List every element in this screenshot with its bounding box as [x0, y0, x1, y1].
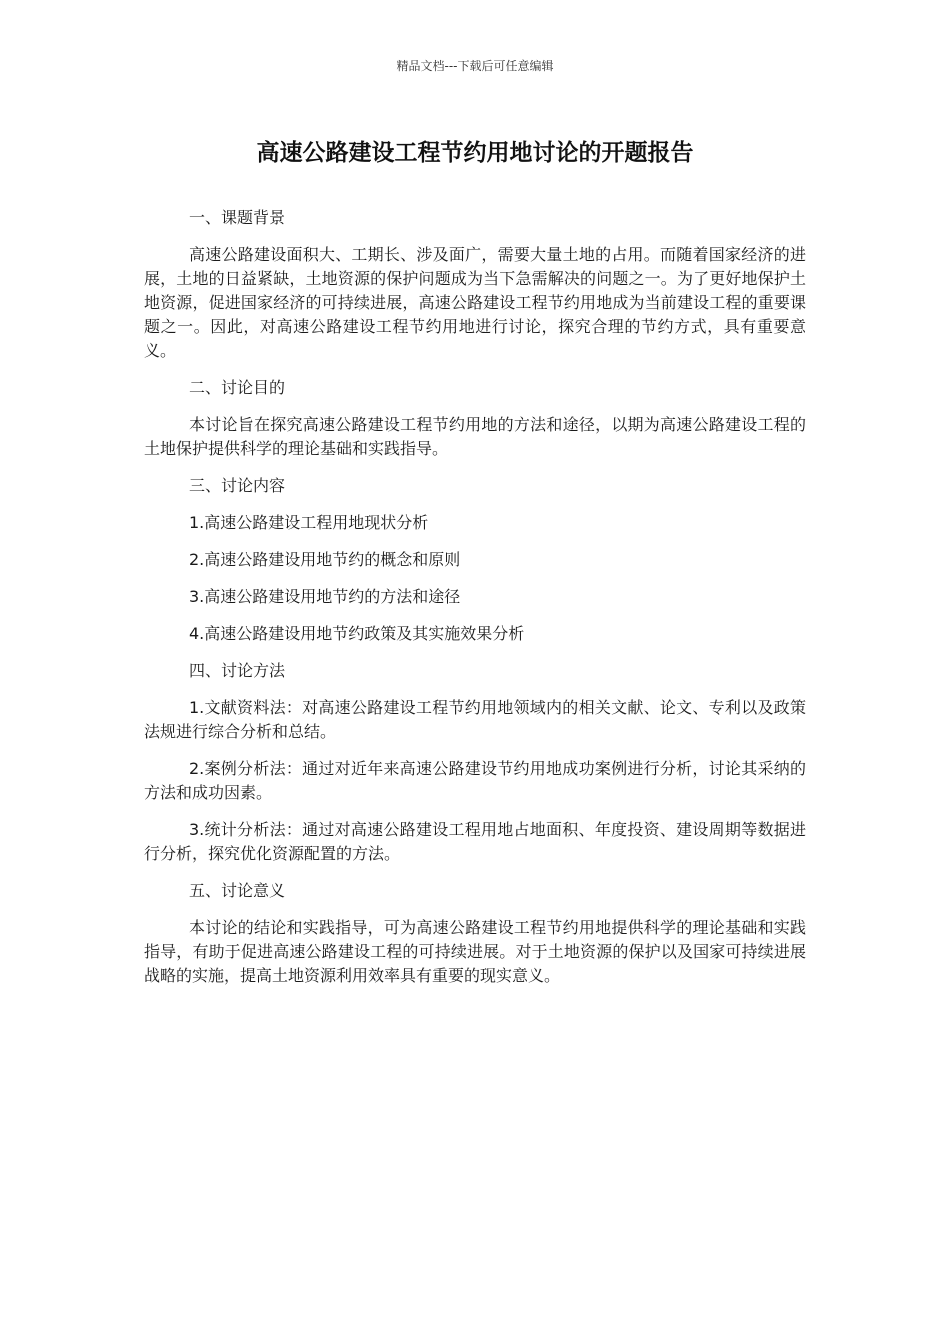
content-item-1: 1.高速公路建设工程用地现状分析: [189, 513, 429, 532]
section-heading-significance: 五、讨论意义: [189, 881, 286, 900]
section-heading-background: 一、课题背景: [189, 208, 286, 227]
method-item-3: 3.统计分析法：通过对高速公路建设工程用地占地面积、年度投资、建设周期等数据进行分析，探究优化资源配置的方法。: [144, 820, 806, 863]
method-item-2: 2.案例分析法：通过对近年来高速公路建设节约用地成功案例进行分析，讨论其采纳的方法和成功因素。: [144, 759, 806, 802]
section-heading-content: 三、讨论内容: [189, 476, 286, 495]
section-heading-purpose: 二、讨论目的: [189, 378, 286, 397]
content-item-4: 4.高速公路建设用地节约政策及其实施效果分析: [189, 624, 525, 643]
paragraph-purpose: 本讨论旨在探究高速公路建设工程节约用地的方法和途径，以期为高速公路建设工程的土地保护提供科学的理论基础和实践指导。: [144, 415, 806, 458]
section-heading-methods: 四、讨论方法: [189, 661, 286, 680]
content-item-2: 2.高速公路建设用地节约的概念和原则: [189, 550, 461, 569]
page-header: 精品文档---下载后可任意编辑: [396, 59, 554, 73]
document-body: [144, 206, 806, 1001]
content-item-3: 3.高速公路建设用地节约的方法和途径: [189, 587, 461, 606]
paragraph-significance: 本讨论的结论和实践指导，可为高速公路建设工程节约用地提供科学的理论基础和实践指导，有助于促进高速公路建设工程的可持续进展。对于土地资源的保护以及国家可持续进展战略的实施，提高土地资源利用效率具有重要的现实意义。: [144, 918, 806, 985]
paragraph-background: 高速公路建设面积大、工期长、涉及面广，需要大量土地的占用。而随着国家经济的进展，土地的日益紧缺，土地资源的保护问题成为当下急需解决的问题之一。为了更好地保护土地资源，促进国家经济的可持续进展，高速公路建设工程节约用地成为当前建设工程的重要课题之一。因此，对高速公路建设工程节约用地进行讨论，探究合理的节约方式，具有重要意义。: [144, 245, 806, 360]
method-item-1: 1.文献资料法：对高速公路建设工程节约用地领域内的相关文献、论文、专利以及政策法规进行综合分析和总结。: [144, 698, 806, 741]
document-title: 高速公路建设工程节约用地讨论的开题报告: [256, 140, 694, 166]
